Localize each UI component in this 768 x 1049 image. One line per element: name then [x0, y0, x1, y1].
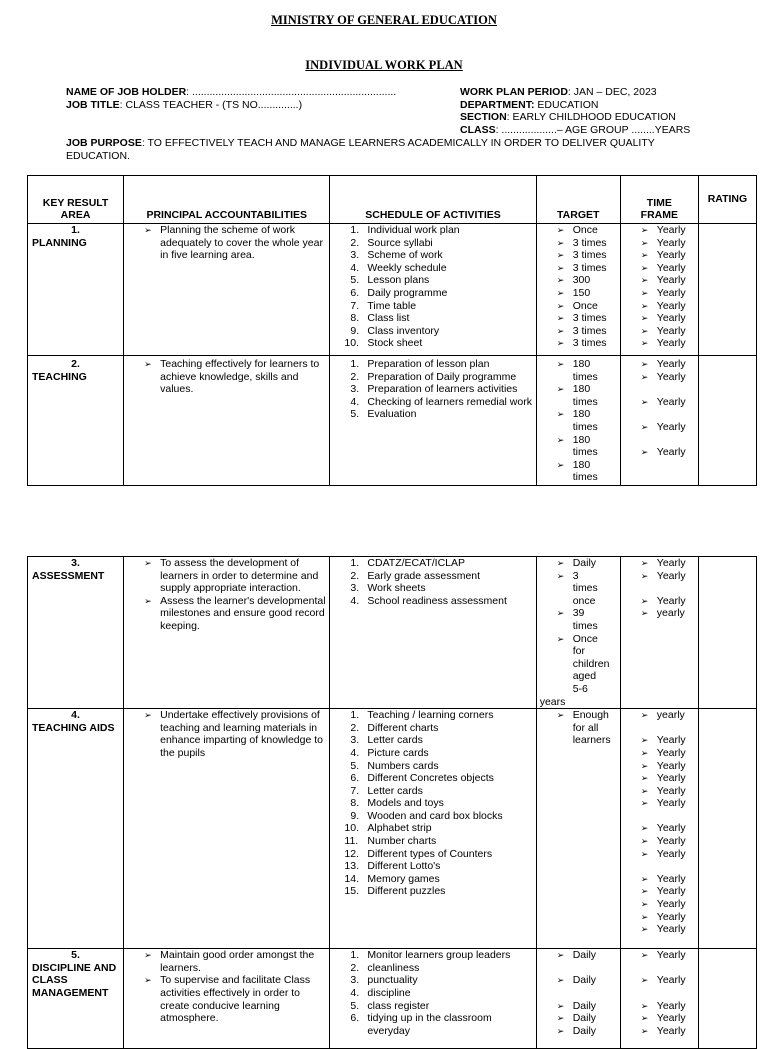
list-item: ➢ Yearly [621, 249, 696, 262]
list-item: ➢ Yearly [621, 785, 696, 798]
list-item: ➢ Yearly [621, 747, 696, 760]
list-item: ➢ 3 times [537, 325, 618, 338]
department-line: DEPARTMENT: EDUCATION [460, 99, 599, 111]
list-item: 11. Number charts [344, 835, 437, 848]
list-item: ➢ Yearly [621, 873, 696, 886]
acc-teaching-aids [124, 709, 330, 949]
list-item: ➢ 180 times [537, 358, 599, 383]
list-item: ➢ Daily [537, 949, 618, 962]
list-item: 3. Letter cards [350, 734, 423, 747]
acc-assessment [124, 557, 330, 709]
list-item: 8. Models and toys [350, 797, 444, 810]
list-item: ➢ 3 times [537, 337, 618, 350]
list-item: ➢ 3 times [537, 312, 618, 325]
list-item: ➢ Yearly [621, 446, 696, 459]
acts-assessment [330, 557, 536, 709]
list-item: 2. Preparation of Daily programme [350, 370, 517, 383]
list-item: ➢ Yearly [621, 822, 696, 835]
list-item: ➢ Yearly [621, 371, 696, 384]
kra-planning: 1. PLANNING [28, 224, 124, 356]
list-item: ➢ Yearly [621, 287, 696, 300]
list-item: ➢ Yearly [621, 911, 696, 924]
list-item: ➢ Enough for all learners [537, 709, 613, 747]
col-timeframe: TIME FRAME [620, 176, 698, 224]
list-item: 9. Wooden and card box blocks [350, 809, 503, 822]
list-item: 4. Weekly schedule [350, 261, 447, 274]
list-item: 4. School readiness assessment [350, 594, 507, 607]
list-item: ➢ Yearly [621, 885, 696, 898]
list-item: ➢ 3 times [537, 237, 618, 250]
list-item: 10. Stock sheet [344, 337, 423, 350]
list-item: ➢ Undertake effectively provisions of teaching and learning materials in enhance imparting of knowledge to the pupils [124, 709, 327, 759]
rating-teaching-aids[interactable] [698, 709, 756, 949]
list-item: ➢ To supervise and facilitate Class activities effectively in order to create conducive learning atmosphere. [124, 974, 327, 1024]
frames-teaching [620, 356, 698, 486]
list-item: 4. Picture cards [350, 746, 429, 759]
targets-teaching [536, 356, 620, 486]
list-item: ➢ Once for children aged 5-6 [537, 633, 599, 696]
rating-planning[interactable] [698, 224, 756, 356]
list-item: 4. Checking of learners remedial work [350, 395, 532, 408]
col-accountabilities: PRINCIPAL ACCOUNTABILITIES [124, 176, 330, 224]
list-item: ➢ Daily [537, 1012, 618, 1025]
list-item: ➢ Yearly [621, 760, 696, 773]
list-item: ➢ Yearly [621, 734, 696, 747]
list-item: ➢ Once [537, 300, 618, 313]
list-item: 3. Work sheets [350, 582, 426, 595]
col-schedule: SCHEDULE OF ACTIVITIES [330, 176, 536, 224]
table-header-row [28, 176, 757, 224]
work-plan-table-2 [27, 556, 757, 1049]
list-item: 1. Preparation of lesson plan [350, 358, 490, 370]
list-item: 6. Daily programme [350, 286, 448, 299]
row-teaching-aids [28, 709, 757, 949]
job-purpose: JOB PURPOSE: TO EFFECTIVELY TEACH AND MANAGE LEARNERS ACADEMICALLY IN ORDER TO DELIVER QUALITY EDUCATION. [66, 137, 655, 162]
list-item: 2. Early grade assessment [350, 569, 481, 582]
row-assessment [28, 557, 757, 709]
kra-teaching-aids: 4. TEACHING AIDS [28, 709, 124, 949]
rating-teaching[interactable] [698, 356, 756, 486]
list-item: ➢ To assess the development of learners in order to determine and supply appropriate interaction. [124, 557, 327, 595]
list-item: ➢ Yearly [621, 898, 696, 911]
list-item: 5. Evaluation [350, 408, 417, 421]
list-item: ➢ Yearly [621, 557, 696, 570]
list-item: ➢ 3 times [537, 249, 618, 262]
rating-assessment[interactable] [698, 557, 756, 709]
list-item: 3. Preparation of learners activities [350, 383, 518, 396]
list-item: ➢ 180 times [537, 408, 599, 433]
list-item: 7. Letter cards [350, 784, 423, 797]
list-item: 1. Teaching / learning corners [350, 709, 494, 722]
rating-discipline[interactable] [698, 949, 756, 1049]
row-planning [28, 224, 757, 356]
job-holder-line: NAME OF JOB HOLDER: ...................................................................... [66, 86, 397, 98]
acts-discipline [330, 949, 536, 1049]
list-item: 7. Time table [350, 299, 417, 312]
list-item: 1. Monitor learners group leaders [350, 949, 511, 962]
list-item: ➢ Yearly [621, 1000, 696, 1013]
list-item: 2. Different charts [350, 721, 439, 734]
frames-teaching-aids [620, 709, 698, 949]
list-item: 3. Scheme of work [350, 249, 443, 262]
acc-discipline [124, 949, 330, 1049]
targets-planning [536, 224, 620, 356]
col-rating: RATING [698, 176, 756, 224]
list-item: ➢ 39 times [537, 607, 599, 632]
row-discipline [28, 949, 757, 1049]
frames-assessment [620, 557, 698, 709]
list-item: ➢ 180 times [537, 434, 599, 459]
list-item: ➢ Yearly [621, 570, 696, 583]
acts-planning [330, 224, 536, 356]
list-item: ➢ Yearly [621, 300, 696, 313]
col-kra: KEY RESULT AREA [28, 176, 124, 224]
list-item: 12. Different types of Counters [344, 847, 493, 860]
list-item: ➢ 180 times [537, 459, 599, 484]
list-item: ➢ yearly [621, 607, 696, 620]
list-item: ➢ Yearly [621, 237, 696, 250]
list-item: ➢ Yearly [621, 312, 696, 325]
target-tail: years [539, 695, 566, 708]
acts-teaching [330, 356, 536, 486]
section-line: SECTION: EARLY CHILDHOOD EDUCATION [460, 111, 676, 123]
class-line: CLASS: ...................– AGE GROUP ........YEARS [460, 124, 691, 136]
list-item: ➢ Daily [537, 1000, 618, 1013]
list-item: ➢ Yearly [621, 1025, 696, 1038]
list-item: 2. Source syllabi [350, 236, 433, 249]
list-item: ➢ Yearly [621, 1012, 696, 1025]
list-item: ➢ Yearly [621, 949, 696, 962]
col-target: TARGET [536, 176, 620, 224]
kra-teaching: 2. TEACHING [28, 356, 124, 486]
list-item: ➢ Yearly [621, 274, 696, 287]
list-item: ➢ Daily [537, 1025, 618, 1038]
work-plan-title: INDIVIDUAL WORK PLAN [305, 58, 463, 72]
list-item: ➢ yearly [621, 709, 696, 722]
kra-discipline: 5. DISCIPLINE AND CLASS MANAGEMENT [28, 949, 124, 1049]
list-item: 6. tidying up in the classroom everyday [350, 1012, 492, 1037]
acts-teaching-aids [330, 709, 536, 949]
ministry-title: MINISTRY OF GENERAL EDUCATION [271, 13, 497, 27]
list-item: 3. punctuality [350, 974, 418, 987]
list-item: 6. Different Concretes objects [350, 772, 494, 785]
row-teaching [28, 356, 757, 486]
list-item: 13. Different Lotto's [344, 860, 441, 873]
list-item: ➢ Yearly [621, 325, 696, 338]
list-item: 1. Individual work plan [350, 224, 460, 236]
list-item: 5. Numbers cards [350, 759, 439, 772]
list-item: ➢ Yearly [621, 848, 696, 861]
list-item: ➢ Yearly [621, 835, 696, 848]
list-item: 8. Class list [350, 312, 410, 325]
list-item: ➢ 150 [537, 287, 618, 300]
list-item: ➢ Yearly [621, 262, 696, 275]
list-item: ➢ 3 times [537, 262, 618, 275]
list-item: ➢ Yearly [621, 772, 696, 785]
list-item: 9. Class inventory [350, 324, 440, 337]
frames-discipline [620, 949, 698, 1049]
targets-teaching-aids [536, 709, 620, 949]
list-item: 1. CDATZ/ECAT/ICLAP [350, 557, 466, 569]
targets-assessment [536, 557, 620, 709]
list-item: ➢ Yearly [621, 358, 696, 371]
list-item: ➢ Daily [537, 557, 599, 570]
list-item: ➢ 3 times once [537, 570, 599, 608]
list-item: ➢ Yearly [621, 797, 696, 810]
list-item: 15. Different puzzles [344, 885, 446, 898]
work-plan-table-1 [27, 175, 757, 486]
kra-assessment: 3. ASSESSMENT [28, 557, 124, 709]
list-item: ➢ 180 times [537, 383, 599, 408]
list-item: ➢ Yearly [621, 224, 696, 237]
list-item: ➢ Yearly [621, 923, 696, 936]
acc-planning [124, 224, 330, 356]
list-item: 5. Lesson plans [350, 274, 430, 287]
list-item: ➢ Teaching effectively for learners to achieve knowledge, skills and values. [124, 358, 327, 396]
list-item: ➢ Maintain good order amongst the learners. [124, 949, 327, 974]
list-item: ➢ Planning the scheme of work adequately to cover the whole year in five learning area. [124, 224, 327, 262]
frames-planning [620, 224, 698, 356]
list-item: ➢ Assess the learner's developmental milestones and ensure good record keeping. [124, 595, 327, 633]
list-item: 2. cleanliness [350, 961, 420, 974]
list-item: ➢ Yearly [621, 421, 696, 434]
list-item: 14. Memory games [344, 872, 440, 885]
list-item: ➢ Yearly [621, 396, 696, 409]
list-item: 10. Alphabet strip [344, 822, 432, 835]
list-item: 4. discipline [350, 986, 411, 999]
targets-discipline [536, 949, 620, 1049]
list-item: 5. class register [350, 999, 430, 1012]
list-item: ➢ Once [537, 224, 618, 237]
list-item: ➢ 300 [537, 274, 618, 287]
list-item: ➢ Daily [537, 974, 618, 987]
list-item: ➢ Yearly [621, 974, 696, 987]
list-item: ➢ Yearly [621, 337, 696, 350]
job-title-line: JOB TITLE: CLASS TEACHER - (TS NO..............) [66, 99, 303, 111]
list-item: ➢ Yearly [621, 595, 696, 608]
acc-teaching [124, 356, 330, 486]
period-line: WORK PLAN PERIOD: JAN – DEC, 2023 [460, 86, 657, 98]
